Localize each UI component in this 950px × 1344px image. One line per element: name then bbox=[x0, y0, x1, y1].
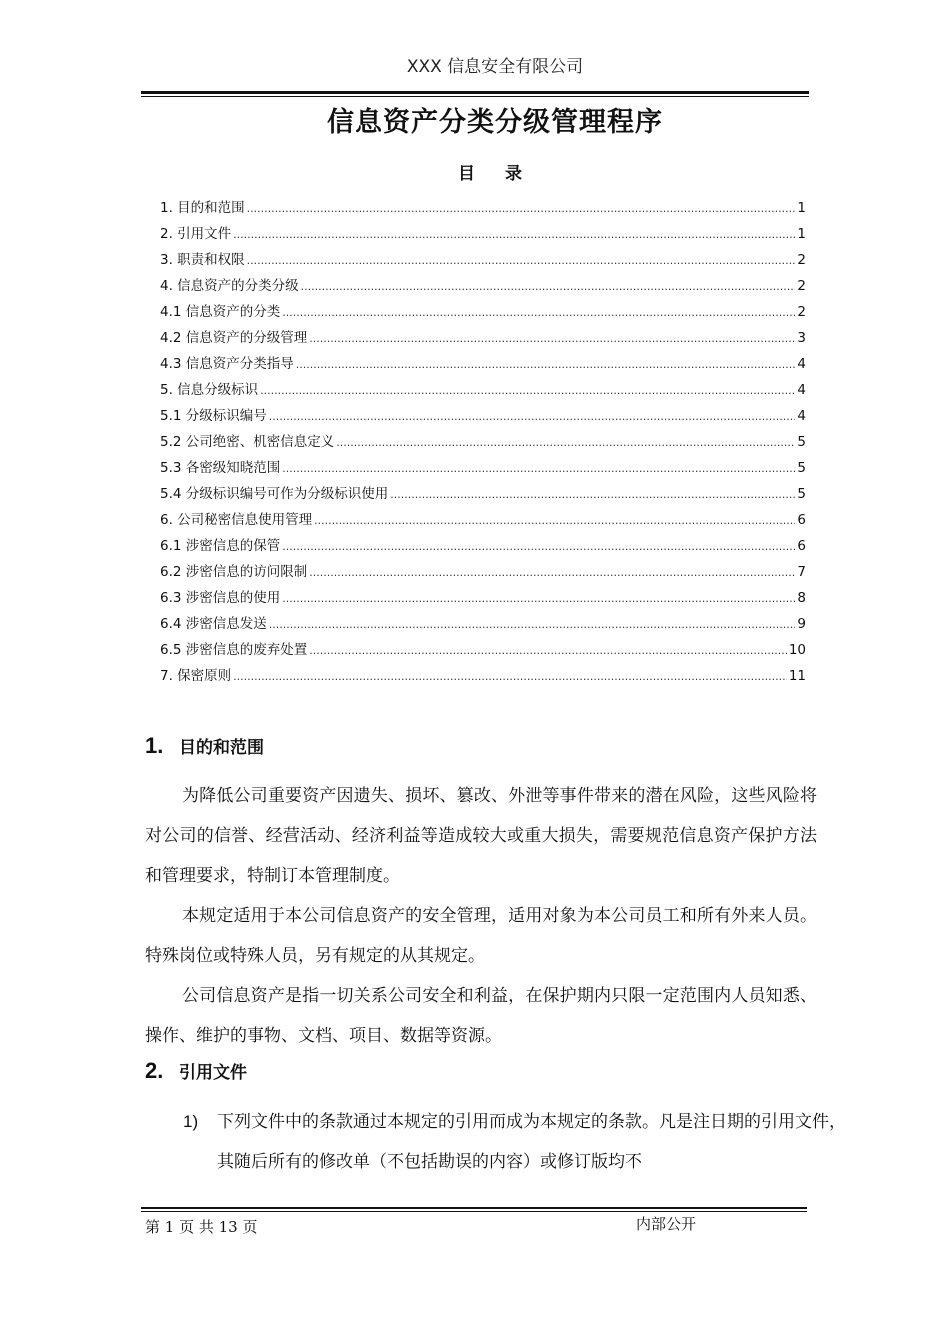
toc-dot-leader bbox=[247, 202, 796, 215]
toc-entry-page: 8 bbox=[797, 590, 806, 606]
toc-dot-leader bbox=[282, 540, 795, 553]
toc-entry-label: 6.1 涉密信息的保管 bbox=[160, 538, 281, 554]
toc-entry-label: 4.3 信息资产分类指导 bbox=[160, 356, 294, 372]
table-of-contents bbox=[160, 196, 806, 690]
toc-dot-leader bbox=[309, 332, 795, 345]
toc-dot-leader bbox=[314, 514, 795, 527]
toc-entry[interactable] bbox=[160, 534, 806, 560]
section-heading-1 bbox=[145, 733, 264, 759]
section-title: 目的和范围 bbox=[179, 738, 264, 758]
section-title: 引用文件 bbox=[179, 1063, 247, 1083]
toc-dot-leader bbox=[282, 306, 795, 319]
paragraph: 公司信息资产是指一切关系公司安全和利益，在保护期内只限一定范围内人员知悉、操作、维护的事物、文档、项目、数据等资源。 bbox=[145, 986, 817, 1046]
toc-dot-leader bbox=[282, 462, 795, 475]
toc-entry-label: 1. 目的和范围 bbox=[160, 200, 245, 216]
toc-dot-leader bbox=[309, 644, 787, 657]
list-item bbox=[183, 1102, 851, 1182]
toc-entry-label: 6.3 涉密信息的使用 bbox=[160, 590, 281, 606]
toc-entry-page: 5 bbox=[797, 460, 806, 476]
section-number: 1. bbox=[145, 733, 164, 758]
toc-entry[interactable] bbox=[160, 430, 806, 456]
toc-entry[interactable] bbox=[160, 664, 806, 690]
toc-entry-label: 5.4 分级标识编号可作为分级标识使用 bbox=[160, 486, 389, 502]
toc-entry-page: 5 bbox=[797, 434, 806, 450]
footer-divider bbox=[141, 1207, 807, 1209]
list-item-text: 下列文件中的条款通过本规定的引用而成为本规定的条款。凡是注日期的引用文件，其随后所有的修改单（不包括勘误的内容）或修订版均不 bbox=[217, 1112, 846, 1172]
toc-entry-page: 6 bbox=[797, 512, 806, 528]
toc-entry-page: 1 bbox=[797, 226, 806, 242]
toc-entry-label: 5.2 公司绝密、机密信息定义 bbox=[160, 434, 335, 450]
toc-entry-page: 2 bbox=[797, 278, 806, 294]
toc-dot-leader bbox=[247, 254, 796, 267]
toc-dot-leader bbox=[269, 410, 796, 423]
document-title: 信息资产分类分级管理程序 bbox=[327, 107, 663, 138]
toc-dot-leader bbox=[233, 228, 795, 241]
header-divider-thin bbox=[141, 96, 809, 97]
toc-entry-label: 5. 信息分级标识 bbox=[160, 382, 259, 398]
toc-entry[interactable] bbox=[160, 638, 806, 664]
footer-divider-thin bbox=[141, 1211, 807, 1212]
header-company-name: XXX 信息安全有限公司 bbox=[406, 57, 584, 77]
toc-entry-label: 7. 保密原则 bbox=[160, 668, 232, 684]
toc-entry-label: 5.1 分级标识编号 bbox=[160, 408, 267, 424]
toc-entry-page: 2 bbox=[797, 304, 806, 320]
toc-entry[interactable] bbox=[160, 352, 806, 378]
section-number: 2. bbox=[145, 1058, 164, 1083]
toc-dot-leader bbox=[233, 670, 787, 683]
toc-entry[interactable] bbox=[160, 612, 806, 638]
toc-entry-page: 5 bbox=[797, 486, 806, 502]
toc-entry[interactable] bbox=[160, 196, 806, 222]
toc-dot-leader bbox=[390, 488, 795, 501]
toc-entry[interactable] bbox=[160, 560, 806, 586]
toc-entry-page: 1 bbox=[797, 200, 806, 216]
toc-dot-leader bbox=[282, 592, 795, 605]
toc-entry-label: 6.4 涉密信息发送 bbox=[160, 616, 267, 632]
toc-dot-leader bbox=[296, 358, 796, 371]
toc-entry-label: 6.2 涉密信息的访问限制 bbox=[160, 564, 308, 580]
toc-entry[interactable] bbox=[160, 326, 806, 352]
toc-entry[interactable] bbox=[160, 404, 806, 430]
toc-entry-label: 2. 引用文件 bbox=[160, 226, 232, 242]
toc-heading: 目录 bbox=[458, 164, 552, 184]
toc-entry[interactable] bbox=[160, 586, 806, 612]
toc-entry-label: 6.5 涉密信息的废弃处置 bbox=[160, 642, 308, 658]
toc-entry-page: 7 bbox=[797, 564, 806, 580]
toc-entry[interactable] bbox=[160, 508, 806, 534]
header-divider bbox=[141, 91, 809, 94]
section-heading-2 bbox=[145, 1058, 247, 1084]
toc-entry-page: 11 bbox=[788, 668, 806, 684]
toc-entry-label: 4.2 信息资产的分级管理 bbox=[160, 330, 308, 346]
toc-entry[interactable] bbox=[160, 222, 806, 248]
toc-dot-leader bbox=[301, 280, 796, 293]
paragraph: 为降低公司重要资产因遗失、损坏、篡改、外泄等事件带来的潜在风险，这些风险将对公司的信誉、经营活动、经济利益等造成较大或重大损失，需要规范信息资产保护方法和管理要求，特制订本管理制度。 bbox=[145, 786, 817, 886]
paragraph: 本规定适用于本公司信息资产的安全管理，适用对象为本公司员工和所有外来人员。特殊岗位或特殊人员，另有规定的从其规定。 bbox=[145, 906, 817, 966]
toc-entry-page: 3 bbox=[797, 330, 806, 346]
toc-entry-label: 4. 信息资产的分类分级 bbox=[160, 278, 299, 294]
toc-entry-page: 6 bbox=[797, 538, 806, 554]
toc-entry-label: 6. 公司秘密信息使用管理 bbox=[160, 512, 313, 528]
toc-entry-page: 10 bbox=[788, 642, 806, 658]
toc-dot-leader bbox=[260, 384, 795, 397]
toc-entry[interactable] bbox=[160, 300, 806, 326]
toc-entry[interactable] bbox=[160, 274, 806, 300]
footer-page-number: 第 1 页 共 13 页 bbox=[145, 1218, 258, 1236]
toc-entry-page: 4 bbox=[797, 408, 806, 424]
toc-entry-page: 4 bbox=[797, 356, 806, 372]
toc-entry-label: 3. 职责和权限 bbox=[160, 252, 245, 268]
toc-entry-label: 4.1 信息资产的分类 bbox=[160, 304, 281, 320]
footer-classification: 内部公开 bbox=[636, 1215, 697, 1233]
toc-entry[interactable] bbox=[160, 378, 806, 404]
toc-dot-leader bbox=[336, 436, 795, 449]
toc-entry-page: 4 bbox=[797, 382, 806, 398]
toc-entry-page: 2 bbox=[797, 252, 806, 268]
toc-dot-leader bbox=[269, 618, 796, 631]
toc-entry-label: 5.3 各密级知晓范围 bbox=[160, 460, 281, 476]
toc-dot-leader bbox=[309, 566, 795, 579]
toc-entry[interactable] bbox=[160, 248, 806, 274]
toc-entry[interactable] bbox=[160, 456, 806, 482]
toc-entry-page: 9 bbox=[797, 616, 806, 632]
toc-entry[interactable] bbox=[160, 482, 806, 508]
list-marker: 1) bbox=[183, 1112, 199, 1131]
